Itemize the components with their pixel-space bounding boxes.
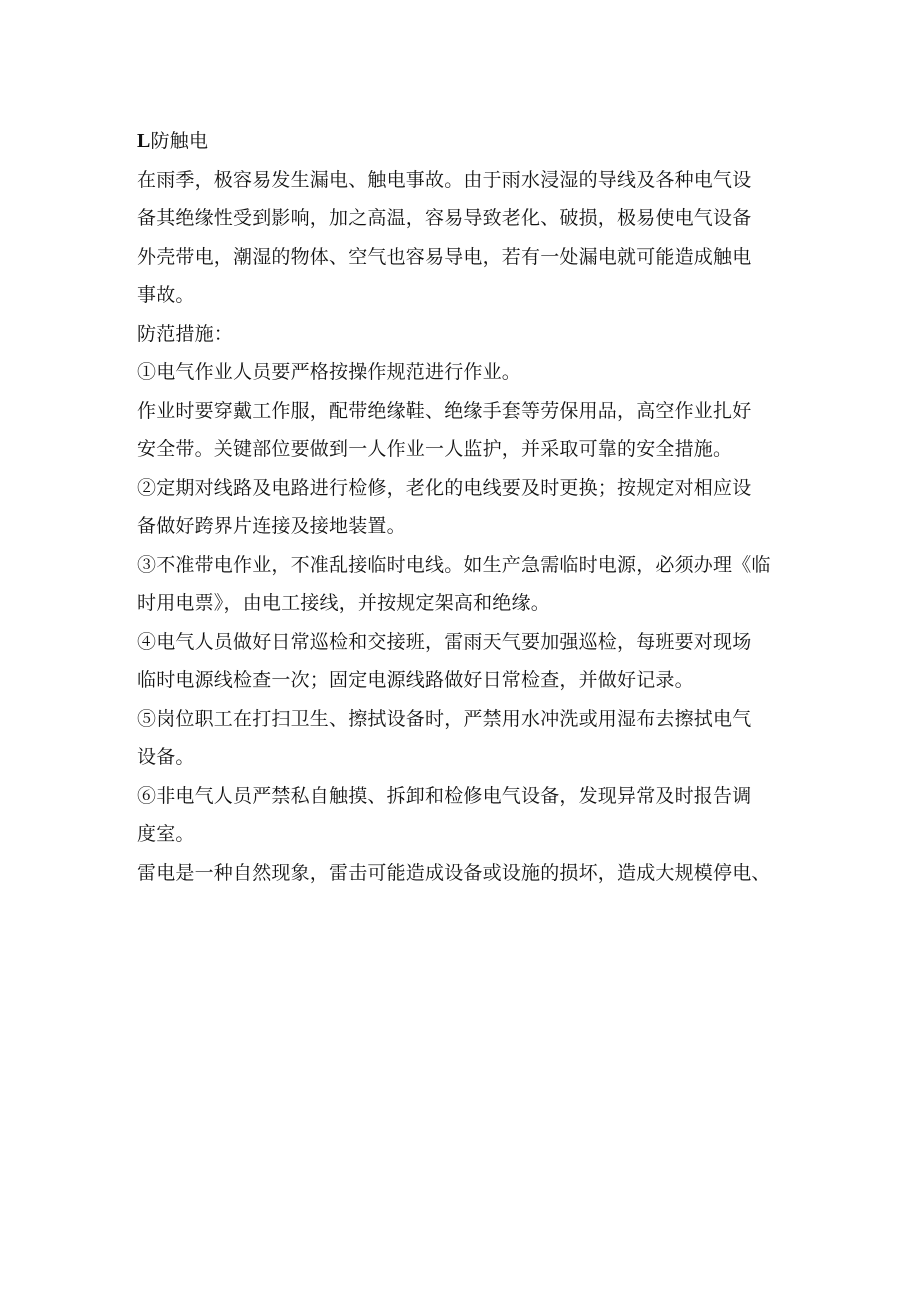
heading-title: 防触电 bbox=[150, 130, 209, 152]
text-line: ⑤岗位职工在打扫卫生、擦拭设备时，严禁用水冲洗或用湿布去擦拭电气 bbox=[137, 707, 752, 730]
text-line: ④电气人员做好日常巡检和交接班，雷雨天气要加强巡检，每班要对现场 bbox=[137, 630, 752, 653]
text-line: 安全带。关键部位要做到一人作业一人监护，并采取可靠的安全措施。 bbox=[137, 438, 733, 460]
text-line: ①电气作业人员要严格按操作规范进行作业。 bbox=[137, 361, 522, 383]
text-line: ③不准带电作业，不准乱接临时电线。如生产急需临时电源，必须办理《临 bbox=[137, 553, 771, 576]
text-line: ⑥非电气人员严禁私自触摸、拆卸和检修电气设备，发现异常及时报告调 bbox=[137, 784, 752, 807]
heading-number: L bbox=[137, 130, 151, 152]
document-body bbox=[137, 122, 787, 892]
text-line: 设备。 bbox=[137, 746, 195, 768]
text-line: 外壳带电，潮湿的物体、空气也容易导电，若有一处漏电就可能造成触电 bbox=[137, 245, 752, 268]
text-line: 作业时要穿戴工作服，配带绝缘鞋、绝缘手套等劳保用品，高空作业扎好 bbox=[137, 399, 752, 422]
text-line: 雷电是一种自然现象，雷击可能造成设备或设施的损坏，造成大规模停电、 bbox=[137, 861, 771, 884]
text-line: 在雨季，极容易发生漏电、触电事故。由于雨水浸湿的导线及各种电气设 bbox=[137, 168, 752, 191]
text-line: 备其绝缘性受到影响，加之高温，容易导致老化、破损，极易使电气设备 bbox=[137, 207, 752, 229]
text-line: 事故。 bbox=[137, 284, 195, 306]
section-heading bbox=[137, 122, 787, 161]
text-line: 防范措施： bbox=[137, 322, 234, 345]
text-line: 度室。 bbox=[137, 823, 195, 845]
text-line: 时用电票》，由电工接线，并按规定架高和绝缘。 bbox=[137, 592, 550, 614]
text-line: 备做好跨界片连接及接地装置。 bbox=[137, 515, 406, 537]
text-line: 临时电源线检查一次；固定电源线路做好日常检查，并做好记录。 bbox=[137, 669, 694, 691]
text-line: ②定期对线路及电路进行检修，老化的电线要及时更换；按规定对相应设 bbox=[137, 476, 752, 499]
